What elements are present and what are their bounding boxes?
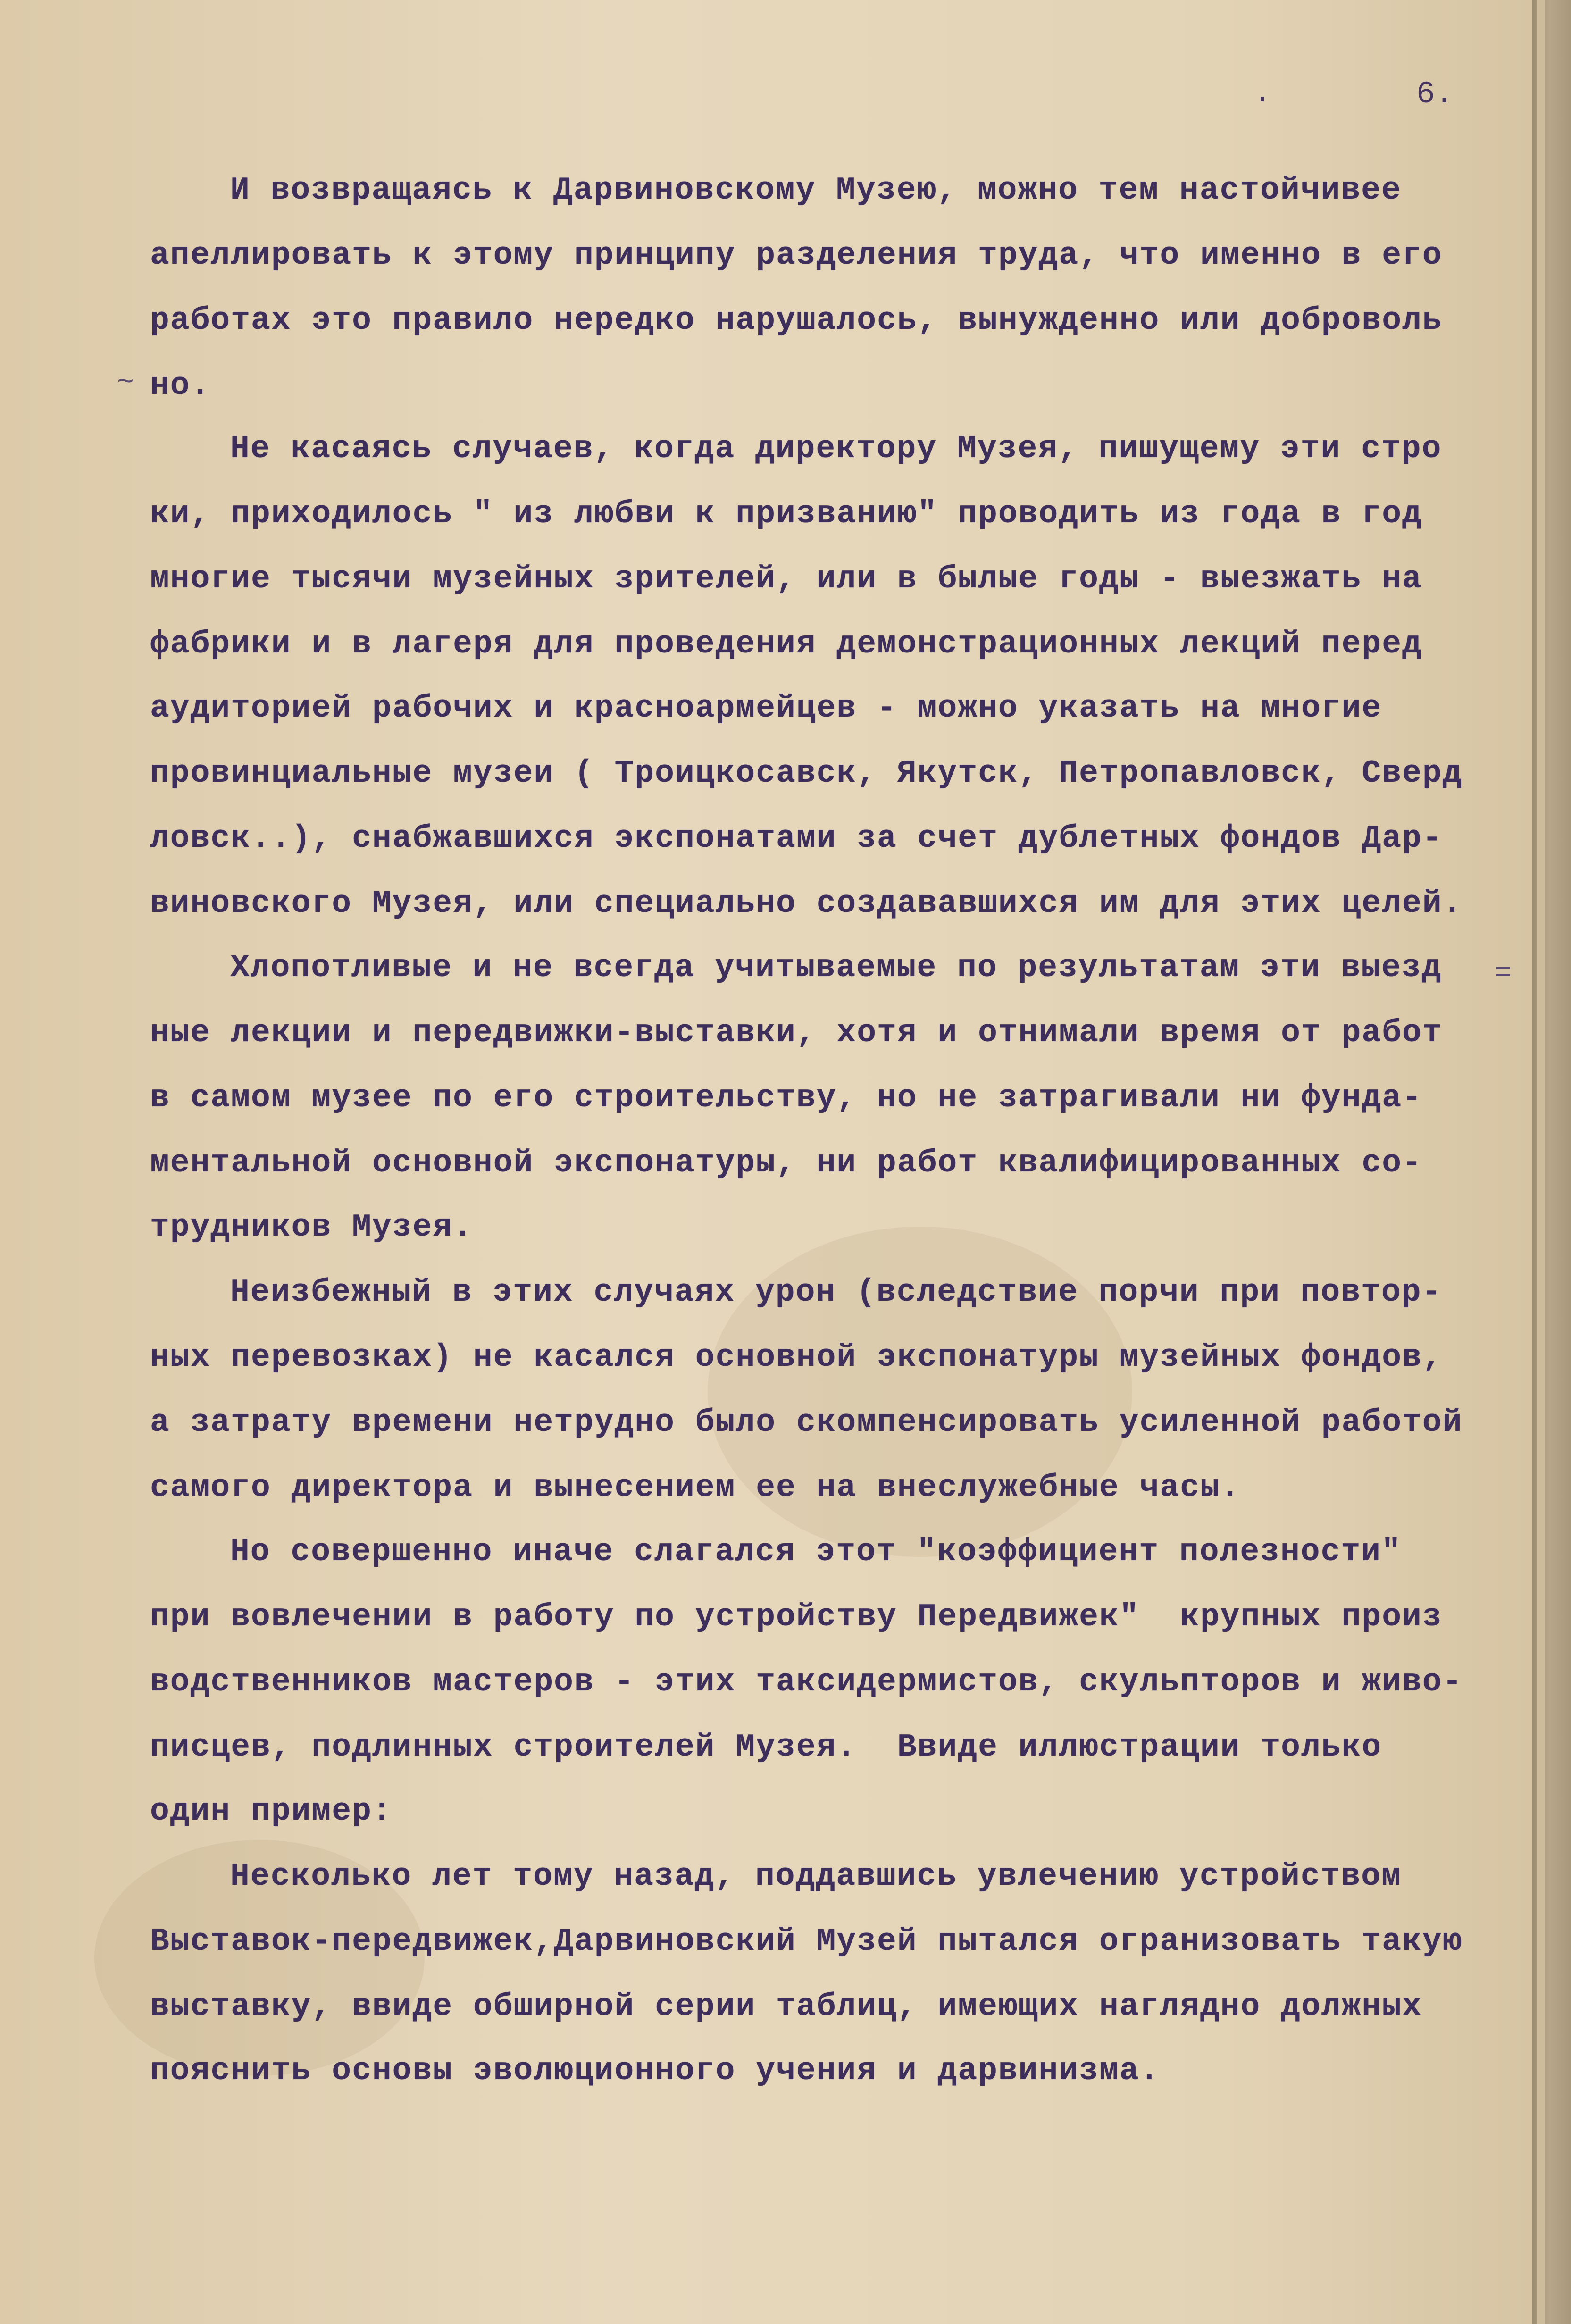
text-line: а затрату времени нетрудно было скомпенсировать усиленной работой: [150, 1404, 1463, 1441]
text-line: но.: [150, 368, 211, 404]
text-line: работах это правило нередко нарушалось, вынужденно или доброволь: [150, 302, 1443, 339]
text-line: И возвращаясь к Дарвиновскому Музею, можно тем настойчивее: [230, 172, 1402, 209]
text-line: Хлопотливые и не всегда учитываемые по результатам эти выезд: [230, 950, 1442, 986]
text-line: ные лекции и передвижки-выставки, хотя и отнимали время от работ: [150, 1015, 1443, 1051]
page-edge-strip: [1537, 0, 1545, 2324]
text-line: ловск..), снабжавшихся экспонатами за счет дублетных фондов Дар-: [150, 820, 1443, 857]
text-line: Не касаясь случаев, когда директору Музея, пишущему эти стро: [230, 431, 1442, 467]
text-line: фабрики и в лагеря для проведения демонстрационных лекций перед: [150, 626, 1422, 662]
text-line: многие тысячи музейных зрителей, или в былые годы - выезжать на: [150, 561, 1422, 597]
text-line: Но совершенно иначе слагался этот "коэффициент полезности": [230, 1534, 1402, 1570]
text-line: Неизбежный в этих случаях урон (вследствие порчи при повтор-: [230, 1274, 1442, 1311]
text-line: в самом музее по его строительству, но не затрагивали ни фунда-: [150, 1080, 1422, 1116]
margin-mark: ~: [117, 367, 134, 399]
text-line: провинциальные музеи ( Троицкосавск, Якутск, Петропавловск, Сверд: [150, 755, 1463, 792]
text-line: пояснить основы эволюционного учения и дарвинизма.: [150, 2053, 1160, 2089]
text-line: писцев, подлинных строителей Музея. Ввиде иллюстрации только: [150, 1729, 1382, 1765]
text-line: самого директора и вынесением ее на внеслужебные часы.: [150, 1470, 1241, 1506]
text-line: аудиторией рабочих и красноармейцев - можно указать на многие: [150, 690, 1382, 727]
text-line: Выставок-передвижек,Дарвиновский Музей пытался огранизовать такую: [150, 1923, 1463, 1960]
margin-mark: =: [1495, 958, 1512, 990]
text-line: при вовлечении в работу по устройству Передвижек" крупных произ: [150, 1599, 1443, 1635]
text-line: водственников мастеров - этих таксидермистов, скульпторов и живо-: [150, 1664, 1463, 1700]
text-line: трудников Музея.: [150, 1209, 473, 1246]
page-dot: .: [1253, 75, 1272, 111]
page-number: 6.: [1416, 76, 1454, 112]
text-line: виновского Музея, или специально создававшихся им для этих целей.: [150, 886, 1463, 922]
text-line: апеллировать к этому принципу разделения труда, что именно в его: [150, 237, 1443, 274]
text-line: выставку, ввиде обширной серии таблиц, имеющих наглядно должных: [150, 1989, 1422, 2025]
text-line: Несколько лет тому назад, поддавшись увлечению устройством: [230, 1858, 1402, 1895]
text-line: один пример:: [150, 1793, 393, 1830]
text-line: ки, приходилось " из любви к призванию" проводить из года в год: [150, 496, 1422, 532]
text-line: ментальной основной экспонатуры, ни работ квалифицированных со-: [150, 1145, 1422, 1181]
text-line: ных перевозках) не касался основной экспонатуры музейных фондов,: [150, 1339, 1443, 1376]
